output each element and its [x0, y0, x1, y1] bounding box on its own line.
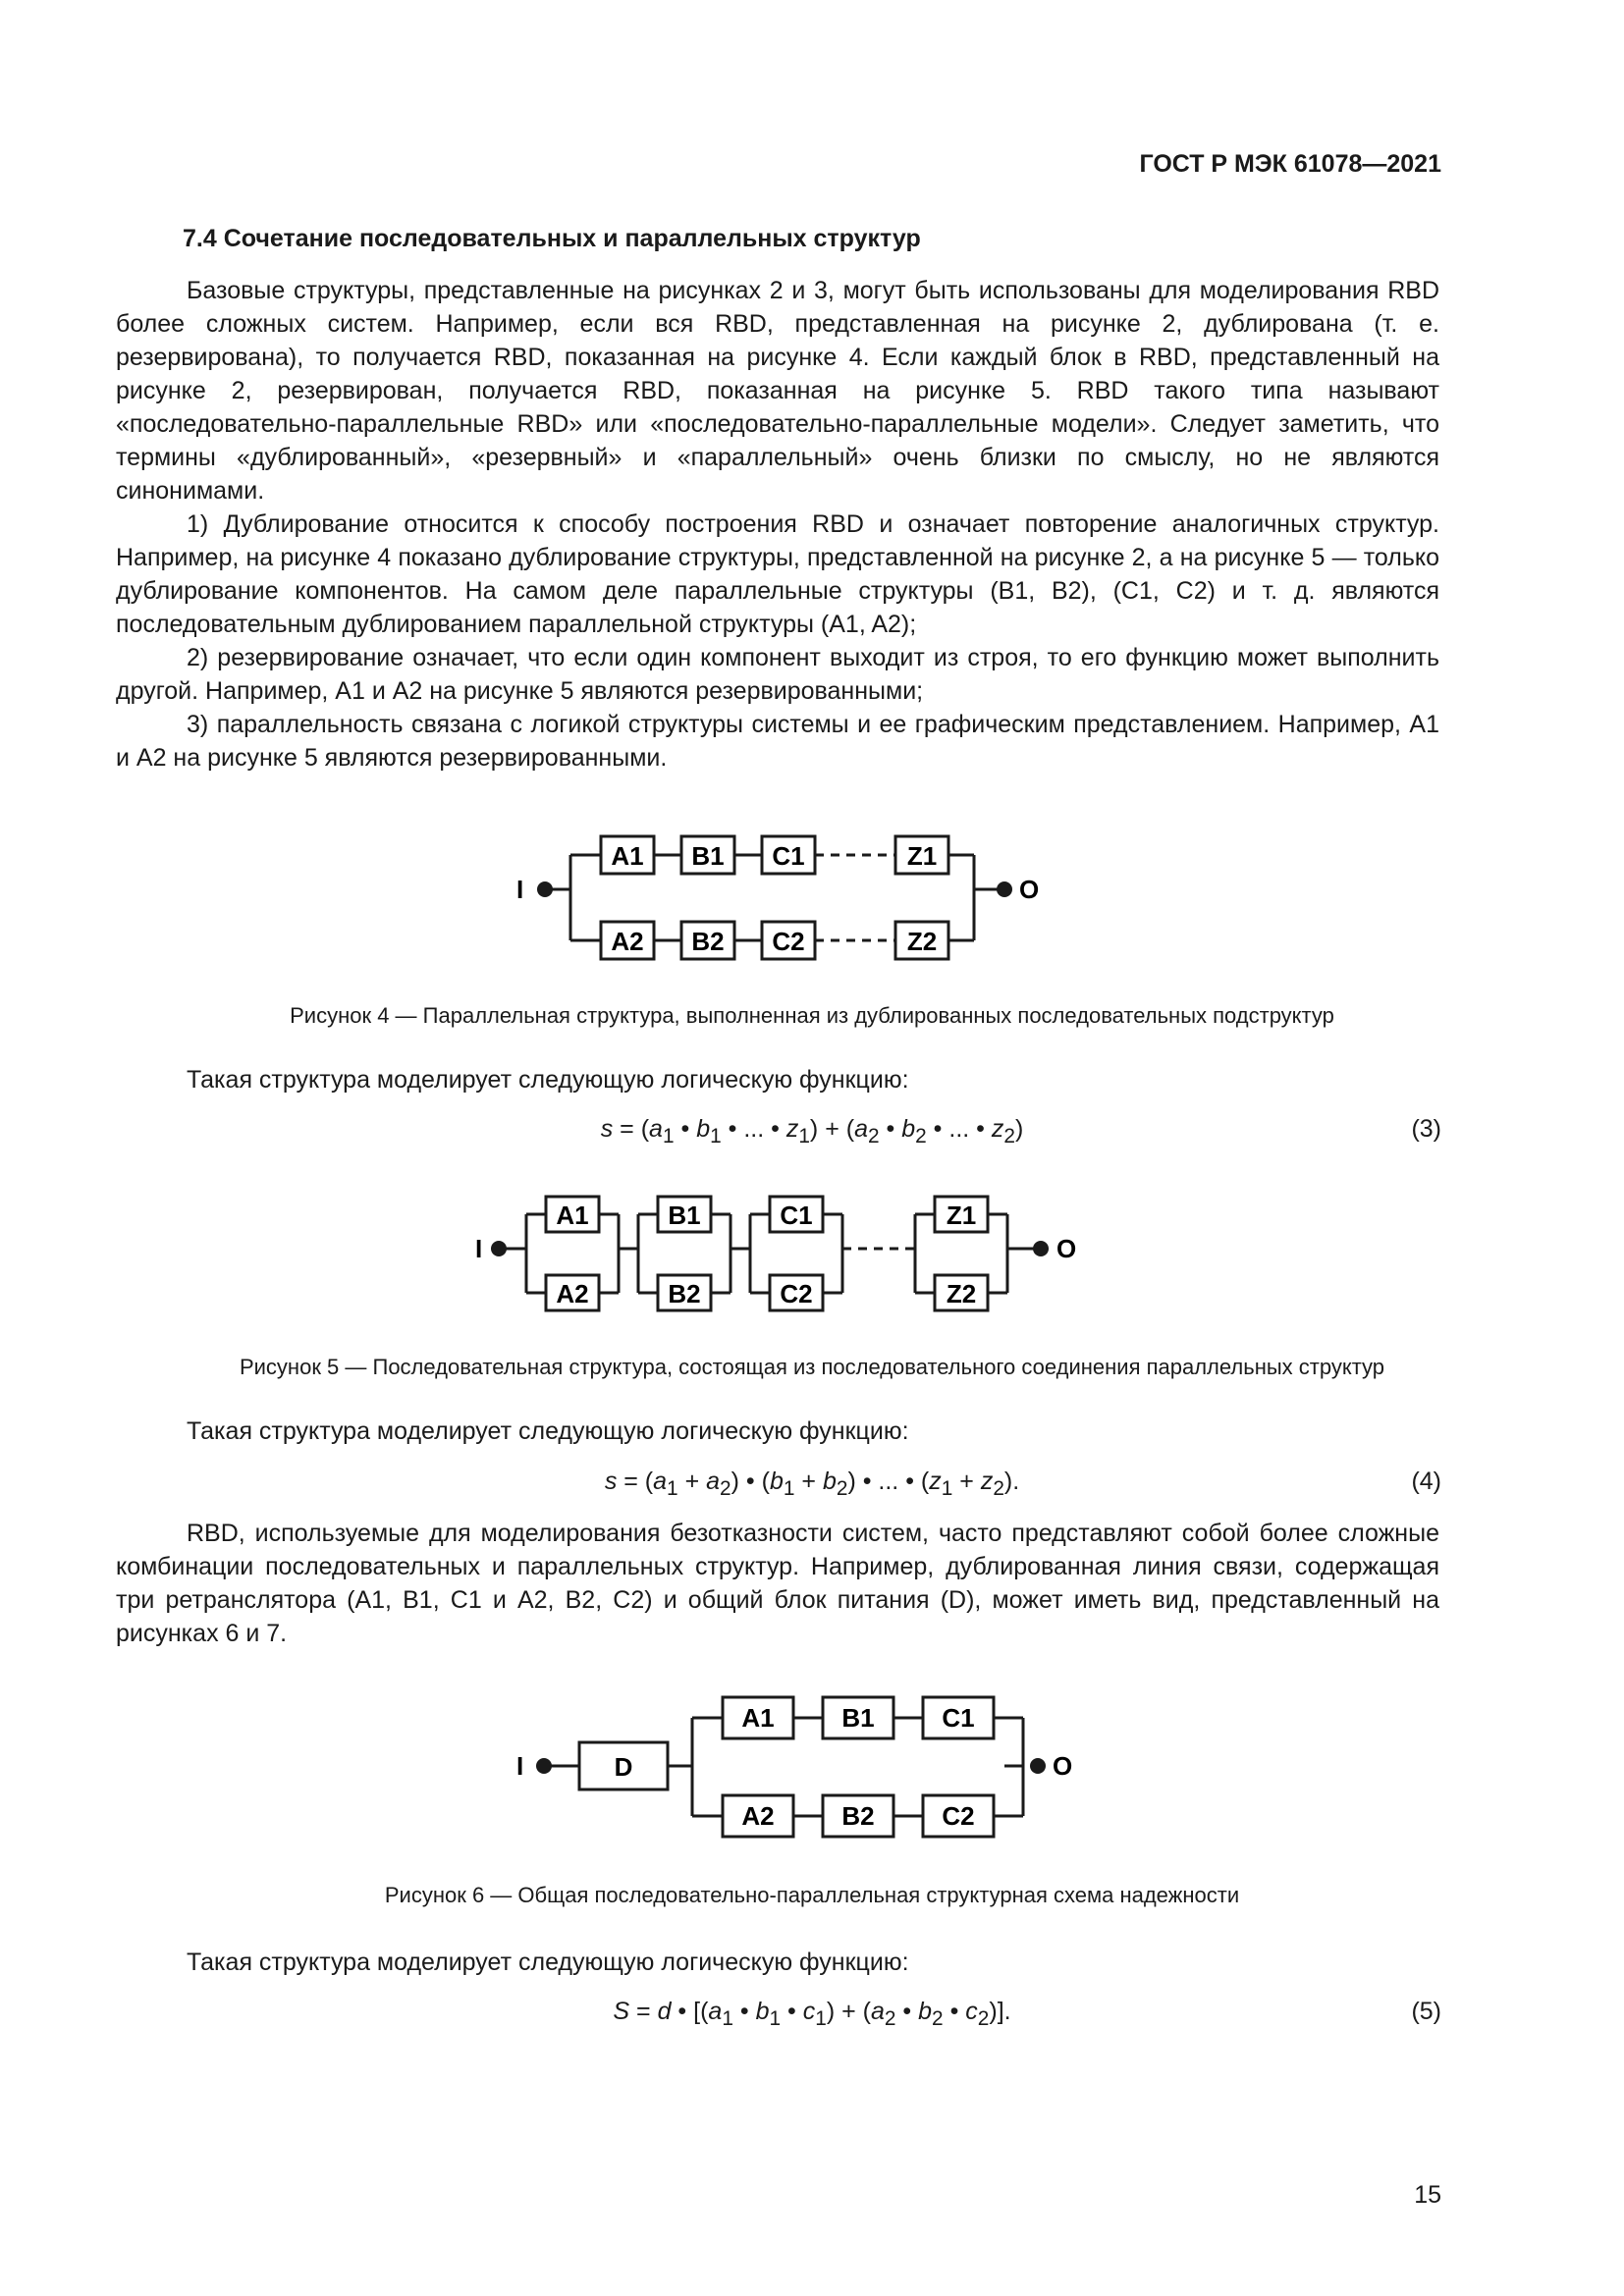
output-terminal-label: O	[1056, 1234, 1077, 1263]
block-label-c1: C1	[780, 1201, 813, 1230]
block-label-b2: B2	[841, 1801, 875, 1831]
figure-6-caption: Рисунок 6 — Общая последовательно-параллельная структурная схема надежности	[384, 1883, 1240, 1907]
lead-text-eq3: Такая структура моделирует следующую логическую функцию:	[187, 1066, 909, 1094]
section-heading: 7.4 Сочетание последовательных и параллельных структур	[183, 225, 921, 252]
equation-5: S = d • [($a_1$ • $b_1$ • $c_1) + (a_2$ • $b_2$ • $c_2$)].	[613, 1998, 1011, 2030]
output-node	[1030, 1758, 1046, 1774]
standard-header: ГОСТ Р МЭК 61078—2021	[1139, 150, 1441, 178]
block-label-b2: B2	[691, 927, 725, 956]
figure-5-diagram	[471, 1183, 1100, 1320]
lead-text-eq5: Такая структура моделирует следующую логическую функцию:	[187, 1949, 909, 1976]
figure-6-diagram	[511, 1683, 1073, 1845]
block-label-c2: C2	[780, 1279, 813, 1308]
intro-block	[116, 274, 1439, 774]
list-item-2: 2) резервирование означает, что если один компонент выходит из строя, то его функцию может выполнить другой. Например, A1 и A2 на рисунке 5 являются резервированными;	[116, 644, 1439, 705]
equation-3: $s = (a_1$ • $b_1$ • ... • $z_1) + (a_2$ • $b_2$ • ... • $z_2$)	[600, 1115, 1024, 1148]
block-label-c2: C2	[772, 927, 805, 956]
output-node	[997, 881, 1012, 897]
output-terminal-label: O	[1053, 1751, 1073, 1781]
list-item-3: 3) параллельность связана с логикой структуры системы и ее графическим представлением. Например, A1 и A2 на рисунке 5 являются резервированными.	[116, 711, 1439, 772]
block-label-z2: Z2	[906, 927, 938, 956]
block-label-a1: A1	[741, 1703, 775, 1733]
block-label-z1: Z1	[906, 841, 938, 871]
equation-4-number: (4)	[1411, 1468, 1441, 1495]
intro-paragraph: Базовые структуры, представленные на рисунках 2 и 3, могут быть использованы для моделирования RBD более сложных систем. Например, если вся RBD, представленная на рисунке 2, дублирована (т. е. резервирована), то получается RBD, показанная на рисунке 4. Если каждый блок в RBD, представленный на рисунке 2, резервирован, получается RBD, показанная на рисунке 5. RBD такого типа называют «последовательно-параллельные RBD» или «последовательно-параллельные модели». Следует заметить, что термины «дублированный», «резервный» и «параллельный» очень близки по смыслу, но не являются синонимами.	[116, 277, 1439, 505]
block-label-a2: A2	[556, 1279, 589, 1308]
block-label-a1: A1	[611, 841, 644, 871]
output-node	[1033, 1241, 1049, 1256]
block-label-c2: C2	[942, 1801, 975, 1831]
page-number: 15	[1414, 2181, 1441, 2209]
equation-4: $s = (a_1 + a_2)$ • $(b_1 + b_2)$ • ... • $(z_1 + z_2)$.	[604, 1468, 1020, 1500]
block-label-d: D	[614, 1752, 633, 1782]
input-terminal-label: I	[475, 1234, 483, 1263]
equation-3-number: (3)	[1411, 1115, 1441, 1143]
equation-5-number: (5)	[1411, 1998, 1441, 2025]
input-terminal-label: I	[516, 875, 524, 904]
block-label-b1: B1	[691, 841, 725, 871]
figure-5-caption: Рисунок 5 — Последовательная структура, состоящая из последовательного соединения параллельных структур	[239, 1355, 1385, 1379]
block-label-c1: C1	[772, 841, 805, 871]
block-label-z1: Z1	[946, 1201, 977, 1230]
block-label-b1: B1	[668, 1201, 701, 1230]
output-terminal-label: O	[1019, 875, 1040, 904]
figure-4-diagram	[511, 825, 1060, 972]
input-terminal-label: I	[516, 1751, 524, 1781]
lead-text-eq4: Такая структура моделирует следующую логическую функцию:	[187, 1417, 909, 1445]
figure-4-caption: Рисунок 4 — Параллельная структура, выполненная из дублированных последовательных подструктур	[290, 1003, 1334, 1028]
list-item-1: 1) Дублирование относится к способу построения RBD и означает повторение аналогичных структур. Например, на рисунке 4 показано дублирование структуры, представленной на рисунке 2, а на рисунке 5 — только дублирование компонентов. На самом деле параллельные структуры (B1, B2), (C1, C2) и т. д. являются последовательным дублированием параллельной структуры (A1, A2);	[116, 510, 1439, 638]
complex-block	[116, 1517, 1439, 1650]
block-label-b2: B2	[668, 1279, 701, 1308]
block-label-b1: B1	[841, 1703, 875, 1733]
complex-paragraph: RBD, используемые для моделирования безотказности систем, часто представляют собой более сложные комбинации последовательных и параллельных структур. Например, дублированная линия связи, содержащая три ретранслятора (A1, B1, C1 и A2, B2, C2) и общий блок питания (D), может иметь вид, представленный на рисунках 6 и 7.	[116, 1520, 1439, 1647]
block-label-a1: A1	[556, 1201, 589, 1230]
block-label-c1: C1	[942, 1703, 975, 1733]
block-label-a2: A2	[611, 927, 644, 956]
block-label-a2: A2	[741, 1801, 775, 1831]
block-label-z2: Z2	[946, 1279, 977, 1308]
